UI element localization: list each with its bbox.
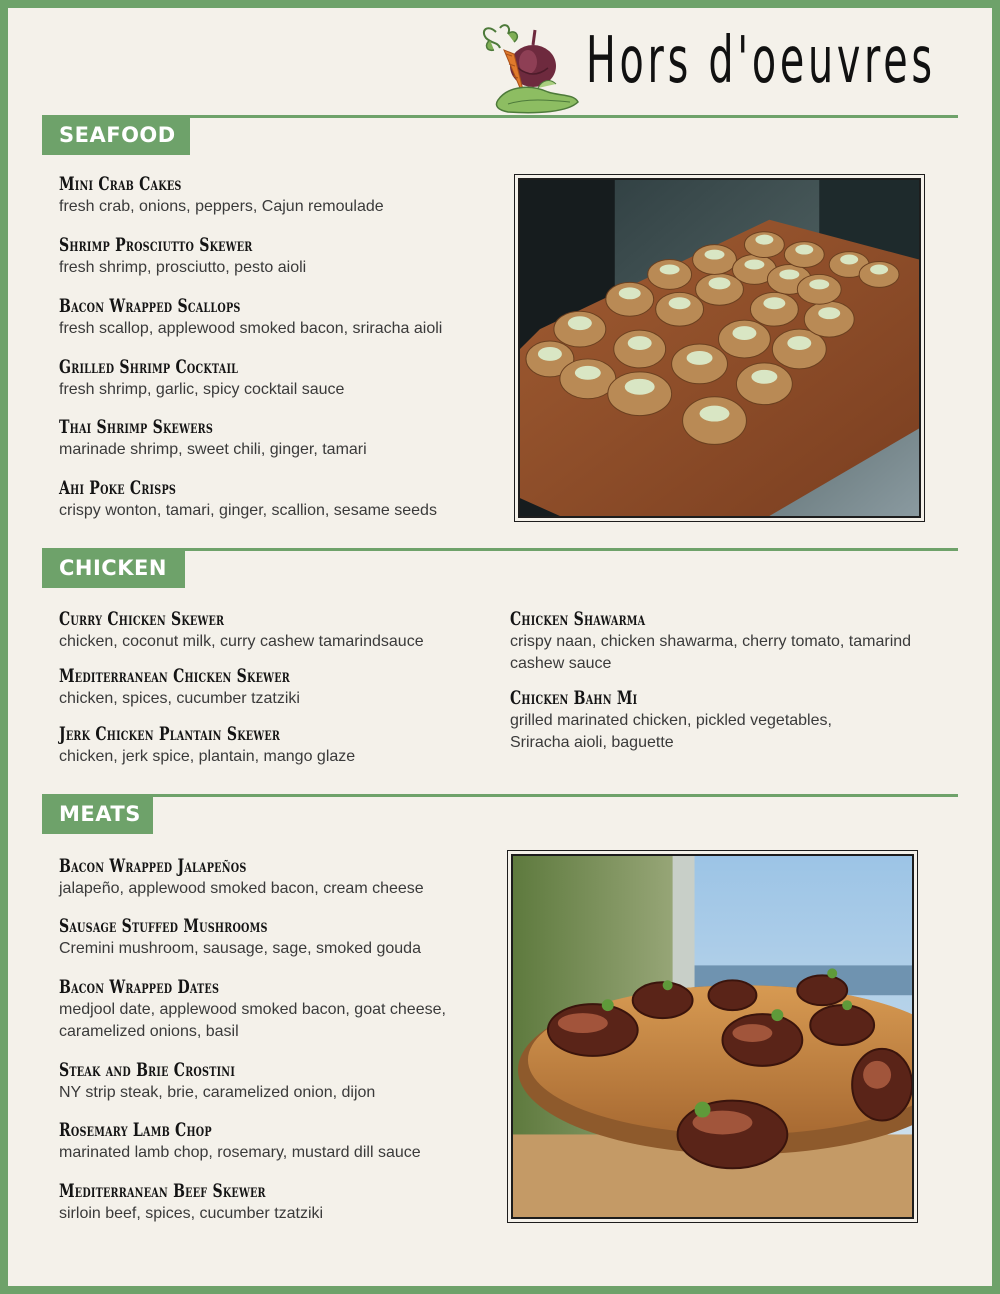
item-description: NY strip steak, brie, caramelized onion, dijon [59,1084,376,1101]
menu-page [8,8,992,1286]
item-name: Bacon Wrapped Scallops [59,295,241,317]
item-name: Jerk Chicken Plantain Skewer [59,723,281,745]
item-description: Cremini mushroom, sausage, sage, smoked gouda [59,940,421,957]
section-divider [42,794,958,797]
menu-item [59,722,358,768]
item-name: Ahi Poke Crisps [59,477,177,499]
item-name: Steak and Brie Crostini [59,1059,236,1081]
vegetable-illustration-icon [478,22,583,117]
item-description: fresh shrimp, garlic, spicy cocktail sauce [59,381,345,398]
menu-item [510,607,911,675]
item-description: grilled marinated chicken, pickled vegetables, [510,712,832,729]
menu-item [59,476,437,522]
item-description: marinated lamb chop, rosemary, mustard dill sauce [59,1144,421,1161]
page-title: Hors d'oeuvres [586,24,936,98]
menu-item [59,854,424,900]
item-name: Mediterranean Beef Skewer [59,1180,266,1202]
menu-item [59,1179,338,1225]
bacon-dates-photo [507,850,918,1223]
menu-item [59,664,371,710]
menu-item [59,914,421,960]
section-tag-seafood: SEAFOOD [42,116,190,155]
menu-item [59,355,344,401]
item-description: caramelized onions, basil [59,1023,239,1040]
item-description: marinade shrimp, sweet chili, ginger, tamari [59,441,367,458]
item-name: Bacon Wrapped Jalapeños [59,855,247,877]
item-name: Chicken Bahn Mi [510,687,638,709]
item-name: Shrimp Prosciutto Skewer [59,234,253,256]
menu-item [59,607,424,653]
item-name: Bacon Wrapped Dates [59,976,220,998]
item-description: jalapeño, applewood smoked bacon, cream cheese [59,880,424,897]
item-description: crispy naan, chicken shawarma, cherry tomato, tamarind [510,633,912,650]
item-name: Sausage Stuffed Mushrooms [59,915,268,937]
item-name: Thai Shrimp Skewers [59,416,214,438]
item-description: medjool date, applewood smoked bacon, goat cheese, [59,1001,446,1018]
item-name: Grilled Shrimp Cocktail [59,356,239,378]
item-description: fresh shrimp, prosciutto, pesto aioli [59,259,307,276]
item-name: Mini Crab Cakes [59,173,182,195]
item-description: Sriracha aioli, baguette [510,734,674,751]
item-description: fresh crab, onions, peppers, Cajun remoulade [59,198,384,215]
section-tag-meats: MEATS [42,795,153,834]
item-name: Rosemary Lamb Chop [59,1119,212,1141]
menu-item [59,1118,421,1164]
section-tag-chicken: CHICKEN [42,549,185,588]
item-description: sirloin beef, spices, cucumber tzatziki [59,1205,324,1222]
item-description: chicken, jerk spice, plantain, mango glaze [59,748,356,765]
item-description: cashew sauce [510,655,612,672]
item-name: Chicken Shawarma [510,608,646,630]
item-name: Mediterranean Chicken Skewer [59,665,290,687]
menu-item [59,975,446,1043]
menu-item [59,294,442,340]
item-description: chicken, coconut milk, curry cashew tamarindsauce [59,633,424,650]
crab-cakes-photo [514,174,925,522]
item-name: Curry Chicken Skewer [59,608,225,630]
menu-item [59,415,367,461]
menu-item [59,172,384,218]
menu-item [59,1058,375,1104]
item-description: crispy wonton, tamari, ginger, scallion, sesame seeds [59,502,437,519]
item-description: chicken, spices, cucumber tzatziki [59,690,300,707]
menu-item [510,686,832,754]
item-description: fresh scallop, applewood smoked bacon, sriracha aioli [59,320,443,337]
menu-item [59,233,321,279]
